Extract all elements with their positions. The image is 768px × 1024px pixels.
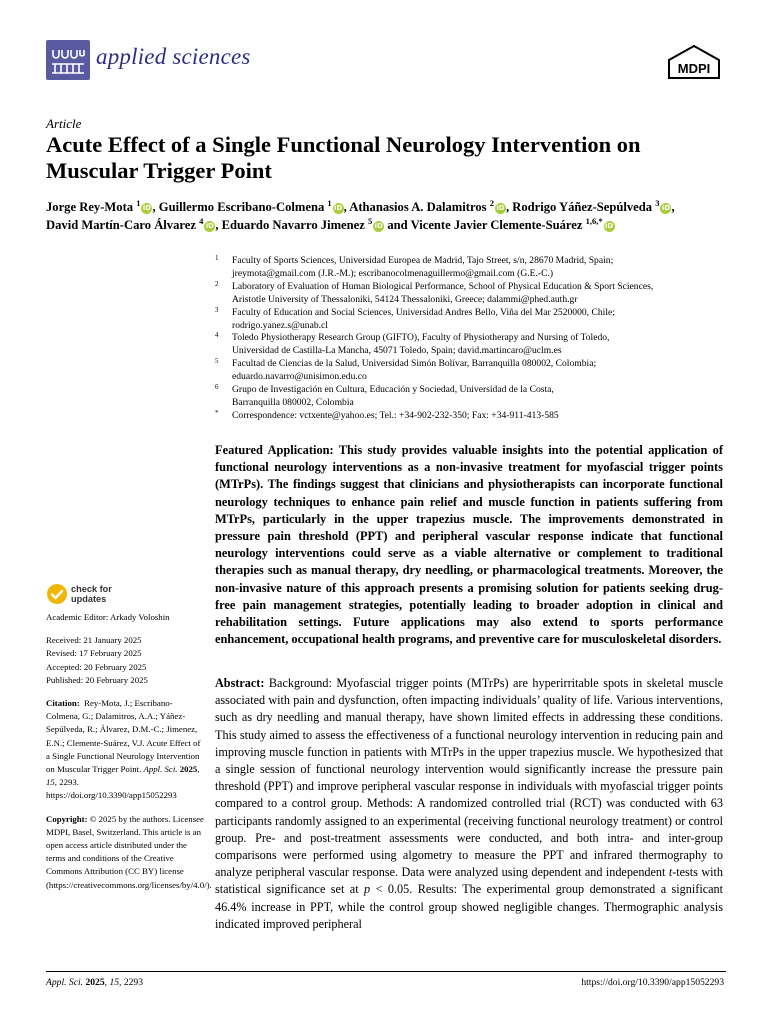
affiliation-number: 5 [215,357,219,366]
orcid-icon[interactable]: iD [374,222,383,230]
affiliation-contact: Universidad de Castilla-La Mancha, 45071 Toledo, Spain; david.martincaro@uclm.es [232,345,562,357]
author-affiliation-marker: 4 [199,215,204,226]
citation: Citation: Rey-Mota, J.; Escribano-Colmena, G.; Dalamitros, A.A.; Yáñez-Sepúlveda, R.; Álvarez, D.M.-C.; Jimenez, E.N.; Clemente-Suárez, V.J. Acute Effect of a Single Functional Neurology Intervention on Muscular Trigger Point. Appl. Sci. 2025, 15, 2293. https://doi.org/10.3390/app15052293 [46,698,201,801]
orcid-icon[interactable]: iD [334,204,343,212]
affiliation-text: Facultad de Ciencias de la Salud, Universidad Simón Bolívar, Barranquilla 080002, Colombia; [232,358,597,370]
affiliation-text: Faculty of Sports Sciences, Universidad Europea de Madrid, Tajo Street, s/n, 28670 Madrid, Spain; [232,255,614,266]
footer-doi-link[interactable]: https://doi.org/10.3390/app15052293 [581,977,724,988]
abstract [215,675,723,933]
affiliation-contact: rodrigo.yanez.s@unab.cl [232,319,328,331]
article-info-sidebar [46,611,212,892]
author-affiliation-marker: 1 [327,197,332,208]
affiliation-item [215,410,735,423]
mdpi-logo[interactable] [664,44,724,82]
affiliation-item [215,384,735,410]
orcid-icon[interactable]: iD [205,222,214,230]
author-affiliation-marker: 2 [489,197,494,208]
footer-divider [46,971,726,972]
author-name: Eduardo Navarro Jimenez [221,218,365,232]
affiliation-number: 6 [215,383,219,392]
citation-text: Rey-Mota, J.; Escribano-Colmena, G.; Dalamitros, A.A.; Yáñez-Sepúlveda, R.; Álvarez, D.M.-C.; Jimenez, E.N.; Clemente-Suárez, V.J. Acute Effect of a Single Functional Neurology Intervention on Muscular Trigger Point. [46,698,201,775]
author-name: Vicente Javier Clemente-Suárez [410,218,583,232]
affiliation-text: Laboratory of Evaluation of Human Biological Performance, School of Physical Education & Sport Sciences, [232,280,654,292]
footer-article-number: 2293 [123,977,144,988]
citation-doi[interactable]: , 2293. https://doi.org/10.3390/app15052293 [46,777,177,801]
accepted-date: Accepted: 20 February 2025 [46,661,147,672]
abstract-text-b: -tests with statistical significance set at [215,865,723,897]
publisher-name: MDPI [677,61,711,76]
author-separator: and [384,218,411,232]
orcid-icon[interactable]: iD [496,204,505,212]
academic-editor: Academic Editor: Arkady Voloshin [46,612,170,622]
abstract-label: Abstract: [215,676,265,690]
affiliation-item [215,332,735,358]
affiliation-number: 1 [215,254,219,262]
author-separator: , [152,200,159,214]
article-title: Acute Effect of a Single Functional Neurology Intervention on Muscular Trigger Point [46,132,641,183]
affiliation-list [215,255,735,423]
journal-name[interactable]: applied sciences [96,44,251,69]
check-updates-line1: check for [71,584,112,594]
journal-logo-icon [46,40,90,80]
t-symbol: t [668,865,673,880]
citation-volume: 15 [46,777,55,788]
author-name: David Martín-Caro Álvarez [46,218,196,232]
copyright-label: Copyright: [46,813,88,824]
affiliation-number: 3 [215,305,219,314]
revised-date: Revised: 17 February 2025 [46,648,142,659]
footer-citation: Appl. Sci. 2025, 15, 2293 [46,977,144,988]
affiliation-item [215,307,735,333]
author-name: Jorge Rey-Mota [46,200,134,214]
affiliation-contact: Barranquilla 080002, Colombia [232,396,354,408]
copyright-text: © 2025 by the authors. Licensee MDPI, Basel, Switzerland. This article is an open access article distributed under the terms and conditions of the Creative Commons Attribution (CC BY) license (https://creativecommons.org/licenses/by/4.0/). [46,813,212,890]
featured-application: Featured Application: This study provides valuable insights into the potential application of functional neurology interventions as a non-invasive treatment for myofascial trigger points (MTrPs). The findings suggest that clinicians and physiotherapists can incorporate functional neurology techniques to enhance pain relief and muscle function in patients suffering from MTrPs, particularly in the upper trapezius muscle. The improvements demonstrated in pressure pain threshold (PPT) and peripheral vascular response indicate that functional neurology interventions could serve as a viable alternative or complement to traditional therapies such as manual therapy, dry needling, or pharmacological treatments. Moreover, the non-invasive nature of this approach presents a promising solution for patients seeking drug-free pain management strategies, potentially leading to broader adoption in clinical and rehabilitation settings. Future applications may also extend to sports performance enhancement, occupational health programs, and preventive care for musculoskeletal disorders. [215,443,723,647]
author-separator: , [671,200,675,214]
affiliation-text: Toledo Physiotherapy Research Group (GIFTO), Faculty of Physiotherapy and Nursing of Toledo, [232,332,610,344]
affiliation-contact: Aristotle University of Thessaloniki, 54124 Thessaloniki, Greece; dalammi@phed.auth.gr [232,293,578,305]
author-list [46,198,736,234]
author-separator: , [343,200,350,214]
orcid-icon[interactable]: iD [142,204,152,212]
affiliation-number: * [215,408,219,417]
published-date: Published: 20 February 2025 [46,674,148,685]
citation-journal: Appl. Sci. [143,764,178,775]
check-for-updates-badge[interactable] [46,583,156,609]
author-name: Athanasios A. Dalamitros [349,200,487,214]
abstract-text-c: < 0.05. Results: The experimental group demonstrated a significant 46.4% increase in PPT, while the control group showed negligible changes. Thermographic analysis indicated improved peripheral [215,882,723,931]
affiliation-item [215,255,735,281]
affiliation-number: 2 [215,279,219,288]
author-affiliation-marker: 1 [136,197,141,208]
author-name: Guillermo Escribano-Colmena [158,200,325,214]
affiliation-contact: jreymota@gmail.com (J.R.-M.); escribanocolmenaguillermo@gmail.com (G.E.-C.) [232,267,554,279]
abstract-text-a: Background: Myofascial trigger points (MTrPs) are hyperirritable spots in skeletal muscle associated with pain and dysfunction, often impacting individuals’ quality of life. Various interventions, such as dry needling and manual therapy, have shown limited effects in addressing these conditions. This study aimed to assess the effectiveness of a functional neurology intervention in reducing pain and improving muscle function in patients with MTrPs in the upper trapezius muscle. We hypothesized that a single session of functional neurology intervention would significantly increase the pressure pain threshold (PPT) and improve peripheral vascular response in individuals with myofascial trigger points compared to a control group. Methods: A randomized controlled trial (RCT) was conducted with 63 participants randomly assigned to an experimental (receiving functional neurology treatment) or control group. Pre- and post-treatment assessments were conducted, and both intra- and inter-group comparisons were performed using algometry to measure the PPT and infrared thermography to analyze peripheral vascular response. Data were analyzed using dependent and independent [215,676,723,880]
citation-year: 2025 [179,764,198,775]
affiliation-number: 4 [215,331,219,340]
p-symbol: p [364,882,371,897]
author-name: Rodrigo Yáñez-Sepúlveda [512,200,653,214]
received-date: Received: 21 January 2025 [46,635,142,646]
affiliation-text: Faculty of Education and Social Sciences, Universidad Andres Bello, Viña del Mar 2520000, Chile; [232,306,615,318]
affiliation-item [215,281,735,307]
author-affiliation-marker: 3 [655,197,660,208]
author-separator: , [505,200,513,214]
orcid-icon[interactable]: iD [661,204,671,212]
footer-year: 2025 [85,977,105,988]
copyright [46,813,212,892]
orcid-icon[interactable]: iD [604,222,614,230]
footer-volume: 15 [109,977,120,988]
affiliation-text: Correspondence: vctxente@yahoo.es; Tel.: +34-902-232-350; Fax: +34-911-413-585 [232,409,559,421]
affiliation-text: Grupo de Investigación en Cultura, Educación y Sociedad, Universidad de la Costa, [232,384,554,396]
author-separator: , [215,218,222,232]
citation-label: Citation: [46,698,80,709]
footer-journal: Appl. Sci. [46,977,84,988]
author-affiliation-marker: 5 [367,215,373,226]
check-updates-icon [46,583,68,605]
affiliation-contact: eduardo.navarro@unisimon.edu.co [232,371,367,383]
article-type: Article [46,116,82,131]
check-updates-line2: updates [71,594,107,604]
check-updates-text [71,584,112,604]
author-affiliation-marker: 1,6,* [585,215,603,226]
affiliation-item [215,358,735,384]
